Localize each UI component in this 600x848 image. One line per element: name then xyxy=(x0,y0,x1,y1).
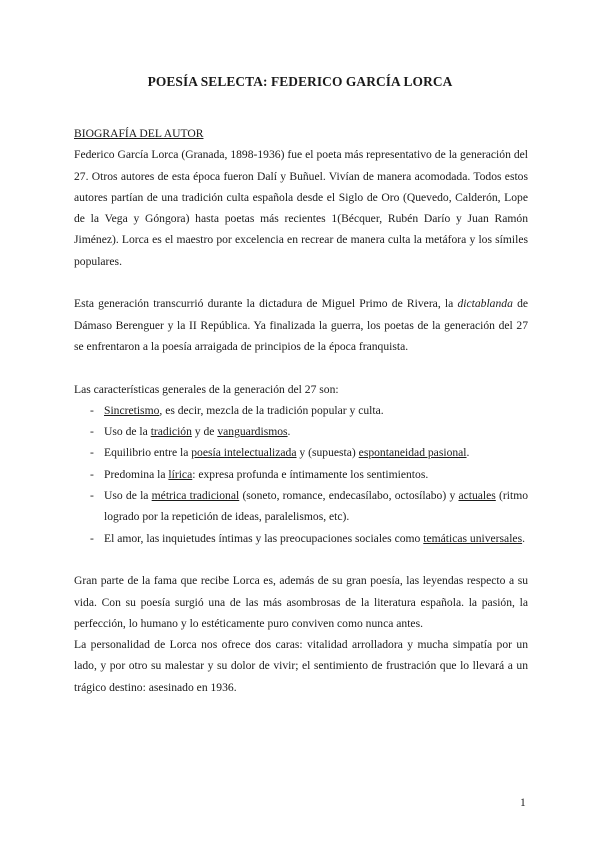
list-item-equilibrio xyxy=(74,442,528,463)
underlined-term: poesía intelectualizada xyxy=(191,446,297,460)
paragraph-biography: Federico García Lorca (Granada, 1898-1936) fue el poeta más representativo de la generación del 27. Otros autores de esta época fueron Dalí y Buñuel. Vivían de manera acomodada. Todos estos autores partían de una tradición culta española desde el Siglo de Oro (Quevedo, Calderón, Lope de la Vega y Góngora) hasta poetas más recientes 1(Bécquer, Rubén Darío y Juan Ramón Jiménez). Lorca es el maestro por excelencia en recrear de manera culta la metáfora y los símiles populares. xyxy=(74,148,528,268)
list-item-text: y de xyxy=(191,425,218,439)
list-item-metrica xyxy=(74,485,528,528)
list-item-text: . xyxy=(522,531,525,545)
page-number: 1 xyxy=(520,796,526,809)
underlined-term: lírica xyxy=(168,467,193,481)
paragraph-personality: La personalidad de Lorca nos ofrece dos caras: vitalidad arrolladora y mucha simpatía por un lado, y por otro su malestar y su dolor de vivir; el sentimiento de frustración que lo llevará a un trágico destino: asesinado en 1936. xyxy=(74,638,528,694)
underlined-term: temáticas universales xyxy=(423,531,523,545)
list-dash: - xyxy=(90,489,94,503)
list-dash: - xyxy=(90,403,94,417)
underlined-term: espontaneidad pasional xyxy=(358,446,467,460)
list-item-tradicion xyxy=(74,421,528,442)
underlined-term: vanguardismos xyxy=(217,425,288,439)
list-item-amor xyxy=(74,528,528,549)
paragraph-gap xyxy=(74,549,528,570)
list-item-text: . xyxy=(466,446,470,460)
italic-term-dictablanda: dictablanda xyxy=(457,297,513,311)
underlined-term: tradición xyxy=(150,425,192,439)
list-dash: - xyxy=(90,446,94,460)
list-dash: - xyxy=(90,467,94,481)
list-item-text: (soneto, romance, endecasílabo, octosílabo) y xyxy=(239,489,459,503)
list-item-text: Uso de la xyxy=(104,425,151,439)
list-item-sincretismo xyxy=(74,400,528,421)
list-item-text: Equilibrio entre la xyxy=(104,446,192,460)
list-item-text: Uso de la xyxy=(104,489,152,503)
list-item-text: : expresa profunda e íntimamente los sentimientos. xyxy=(192,467,429,481)
list-item-text: El amor, las inquietudes íntimas y las preocupaciones sociales como xyxy=(104,531,424,545)
underlined-term: actuales xyxy=(458,489,496,503)
document-body xyxy=(74,123,528,698)
list-item-text: y (supuesta) xyxy=(296,446,359,460)
list-item-text: , es decir, mezcla de la tradición popular y culta. xyxy=(159,403,384,417)
characteristics-list xyxy=(74,400,528,549)
underlined-term: Sincretismo xyxy=(104,403,160,417)
section-heading-biografia: BIOGRAFÍA DEL AUTOR xyxy=(74,127,204,140)
paragraph-generation-text-1: Esta generación transcurrió durante la dictadura de Miguel Primo de Rivera, la xyxy=(74,297,458,311)
underlined-term: métrica tradicional xyxy=(151,489,240,503)
paragraph-gap xyxy=(74,272,528,293)
list-item-text: (ritmo logrado por la repetición de ideas, paralelismos, etc). xyxy=(104,489,529,524)
list-item-lirica xyxy=(74,464,528,485)
document-title: POESÍA SELECTA: FEDERICO GARCÍA LORCA xyxy=(147,74,453,89)
paragraph-generation xyxy=(74,293,528,357)
list-dash: - xyxy=(90,425,94,439)
paragraph-fame: Gran parte de la fama que recibe Lorca es, además de su gran poesía, las leyendas respecto a su vida. Con su poesía surgió una de las más asombrosas de la literatura española. la pasión, la perfección, lo humano y lo estéticamente puro conviven como nunca antes. xyxy=(74,574,528,630)
list-intro: Las características generales de la generación del 27 son: xyxy=(74,382,339,396)
paragraph-generation-text-2: de Dámaso Berenguer y la II República. Ya finalizada la guerra, los poetas de la generación del 27 se enfrentaron a la poesía arraigada de principios de la época franquista. xyxy=(74,297,529,353)
list-dash: - xyxy=(90,531,94,545)
paragraph-gap xyxy=(74,357,528,378)
list-item-text: Predomina la xyxy=(104,467,169,481)
list-item-text: . xyxy=(287,425,291,439)
